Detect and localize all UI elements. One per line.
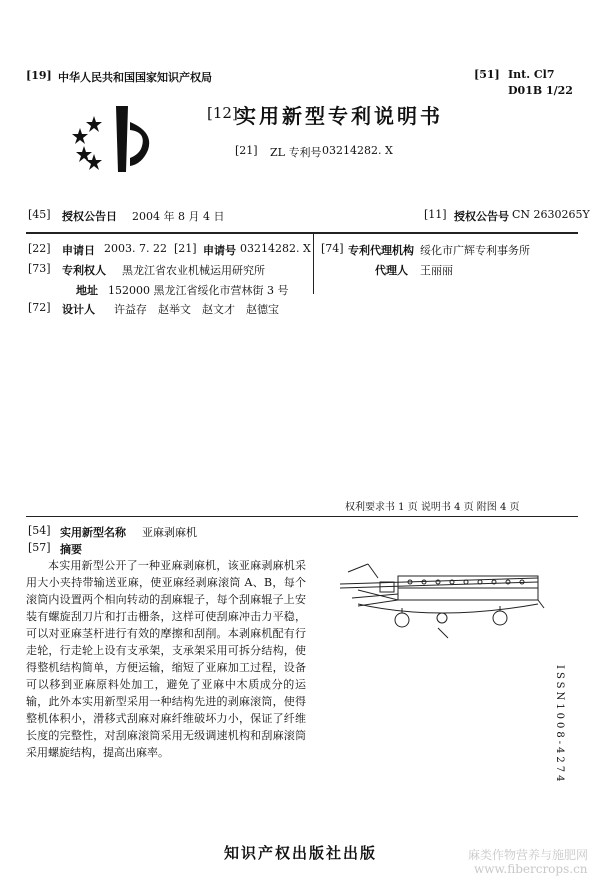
address-label: 地址: [76, 284, 98, 297]
patent-no: 03214282. X: [322, 144, 393, 157]
title: 亚麻剥麻机: [142, 526, 197, 539]
app-date: 2003. 7. 22: [104, 242, 167, 255]
doc-type: 实用新型专利说明书: [236, 104, 443, 128]
holder: 黑龙江省农业机械运用研究所: [122, 264, 265, 277]
int-cl-code: [51]: [474, 68, 500, 81]
designers: 许益存 赵举文 赵文才 赵德宝: [114, 303, 279, 316]
abstract-label: 摘要: [60, 543, 82, 556]
app-no-code: [21]: [174, 242, 197, 255]
abstract-text: 本实用新型公开了一种亚麻剥麻机，该亚麻剥麻机采用大小夹持带输送亚麻，使亚麻经剥麻滚筒 A、B，每个滚筒内设置两个相向转动的刮麻辊子，每个刮麻辊子上安装有螺旋刮刀片和打击栅条，这样可使刮麻冲击力平稳，可以对亚麻茎杆进行有效的摩擦和刮削。本剥麻机配有行走轮，行走轮上设有支承架，支承架采用可拆分结构，使得整机结构简单，方便运输，缩短了亚麻加工过程，设备可以移到亚麻原料处加工，避免了亚麻中木质成分的运输，此外本实用新型采用一种结构先进的剥麻滚筒，使得整机体积小，滑移式刮麻对麻纤维破坏力小，保证了纤维长度的完整性，对刮麻滚筒采用无级调速机构和刮麻滚筒采用螺旋结构，提高出麻率。: [26, 559, 306, 759]
int-cl-label: Int. Cl7: [508, 68, 555, 81]
issn: ISSN1008-4274: [554, 665, 565, 785]
holder-code: [73]: [28, 262, 51, 275]
watermark-url: www.fibercrops.cn: [474, 862, 588, 876]
machine-drawing: [338, 560, 558, 642]
grant-date: 2004 年 8 月 4 日: [132, 210, 225, 223]
watermark-cn: 麻类作物营养与施肥网: [468, 848, 589, 862]
agency: 绥化市广辉专利事务所: [420, 244, 530, 257]
grant-date-label: 授权公告日: [62, 210, 117, 223]
grant-no-label: 授权公告号: [454, 210, 509, 223]
emblem-logo: [72, 102, 162, 174]
int-cl-value: D01B 1/22: [508, 84, 573, 97]
app-no: 03214282. X: [240, 242, 311, 255]
pages-note: 权利要求书 1 页 说明书 4 页 附图 4 页: [345, 502, 520, 513]
app-date-code: [22]: [28, 242, 51, 255]
agency-code: [74]: [321, 242, 344, 255]
grant-no-code: [11]: [424, 208, 447, 221]
holder-label: 专利权人: [62, 264, 106, 277]
publisher: 知识产权出版社出版: [224, 844, 378, 862]
grant-no: CN 2630265Y: [512, 208, 590, 221]
doc-type-code: [12]: [207, 104, 238, 122]
designer-label: 设计人: [62, 303, 95, 316]
abstract-code: [57]: [28, 541, 51, 554]
patent-no-label: ZL 专利号: [270, 146, 322, 159]
app-date-label: 申请日: [62, 244, 95, 257]
title-code: [54]: [28, 524, 51, 537]
office-name: 中华人民共和国国家知识产权局: [58, 71, 212, 84]
title-label: 实用新型名称: [60, 526, 126, 539]
divider-top: [26, 232, 578, 234]
agency-label: 专利代理机构: [348, 244, 414, 257]
country-code: [19]: [26, 69, 52, 82]
app-no-label: 申请号: [203, 244, 236, 257]
designer-code: [72]: [28, 301, 51, 314]
agent-label: 代理人: [375, 264, 408, 277]
patent-no-code: [21]: [235, 144, 258, 157]
agent: 王丽丽: [420, 264, 453, 277]
divider-middle: [26, 516, 578, 517]
divider-vertical: [313, 234, 314, 294]
address: 152000 黑龙江省绥化市营林街 3 号: [108, 284, 289, 297]
grant-date-code: [45]: [28, 208, 51, 221]
